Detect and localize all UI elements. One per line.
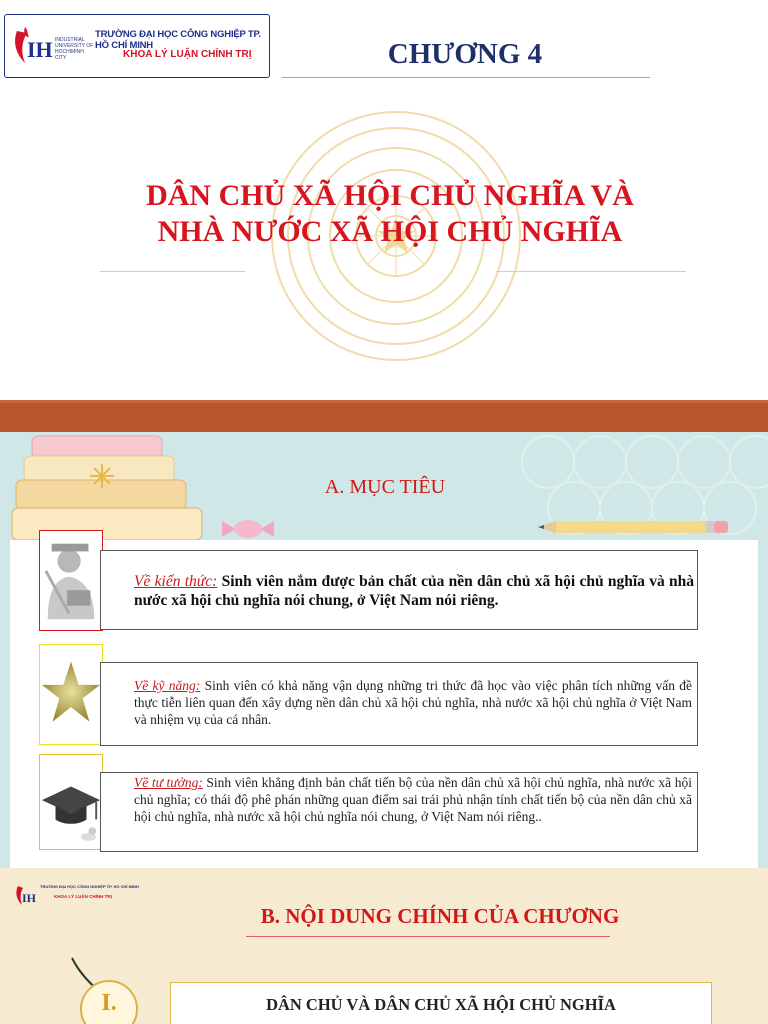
section-number: I. (101, 990, 117, 1016)
iuh-logo-icon (14, 882, 36, 908)
slide-title (60, 178, 720, 250)
star-icon (40, 645, 102, 744)
objective-description: Sinh viên có khả năng vận dụng những tri thức đã học vào việc phân tích những vấn đề thực tiễn liên quan đến xây dựng nền dân chủ xã hội chủ nghĩa, nhà nước xã hội chủ nghĩa ở Việt Nam và nhiệm vụ của cá nhân. (134, 678, 693, 727)
objective-text (134, 677, 692, 728)
objective-icon-frame (39, 644, 103, 745)
candy-icon (222, 518, 274, 540)
graduation-cap-icon (40, 755, 102, 849)
objective-label: Về kiến thức: (134, 573, 218, 590)
objective-text (134, 572, 694, 610)
university-logo (4, 14, 270, 78)
iuh-logo-icon (11, 23, 55, 69)
background-pattern (508, 432, 768, 552)
student-icon (40, 531, 102, 630)
divider (282, 77, 650, 78)
section-number-badge (80, 980, 138, 1024)
objective-text (134, 774, 692, 825)
objective-label: Về tư tưởng: (134, 775, 203, 790)
chapter-label: CHƯƠNG 4 (387, 38, 543, 70)
university-logo (14, 882, 139, 908)
slide-separator-band (0, 400, 768, 432)
title-line-2: NHÀ NƯỚC XÃ HỘI CHỦ NGHĨA (157, 215, 623, 248)
divider (496, 271, 686, 272)
section-heading: B. NỘI DUNG CHÍNH CỦA CHƯƠNG (260, 904, 620, 928)
logo-university-name: TRƯỜNG ĐẠI HỌC CÔNG NGHIỆP TP. HỒ CHÍ MINH (40, 884, 139, 889)
divider (100, 271, 245, 272)
svg-text:IH: IH (27, 37, 53, 62)
logo-faculty-name: KHOA LÝ LUẬN CHÍNH TRỊ (54, 894, 112, 899)
title-line-1: DÂN CHỦ XÃ HỘI CHỦ NGHĨA VÀ (146, 179, 634, 212)
section-item-title: DÂN CHỦ VÀ DÂN CHỦ XÃ HỘI CHỦ NGHĨA (266, 995, 616, 1014)
objective-description: Sinh viên nắm được bản chất của nền dân chủ xã hội chủ nghĩa và nhà nước xã hội chủ nghĩa nói chung, ở Việt Nam nói riêng. (134, 573, 695, 609)
books-icon (10, 432, 210, 542)
objectives-slide (0, 432, 768, 868)
pencil-icon (538, 520, 728, 534)
svg-text:IH: IH (22, 891, 36, 905)
objective-icon-frame (39, 754, 103, 850)
objective-icon-frame (39, 530, 103, 631)
objective-description: Sinh viên khẳng định bản chất tiến bộ của nền dân chủ xã hội chủ nghĩa, nhà nước xã hội chủ nghĩa; có thái độ phê phán những quan điểm sai trái phủ nhận tính chất tiến bộ của nền dân chủ xã hội chủ nghĩa, nhà nước xã hội chủ nghĩa nói chung, ở Việt Nam nói riêng.. (134, 775, 692, 824)
divider (246, 936, 610, 937)
logo-small-text: INDUSTRIAL UNIVERSITY OF HOCHIMINH CITY (55, 37, 94, 61)
logo-faculty-name: KHOA LÝ LUẬN CHÍNH TRỊ (123, 49, 252, 60)
content-slide (0, 868, 768, 1024)
section-item-box[interactable] (170, 982, 712, 1024)
section-heading: A. MỤC TIÊU (324, 476, 446, 498)
title-slide (0, 0, 768, 400)
objective-label: Về kỹ năng: (134, 678, 201, 693)
logo-university-name: TRƯỜNG ĐẠI HỌC CÔNG NGHIỆP TP. HỒ CHÍ MINH (95, 29, 261, 51)
